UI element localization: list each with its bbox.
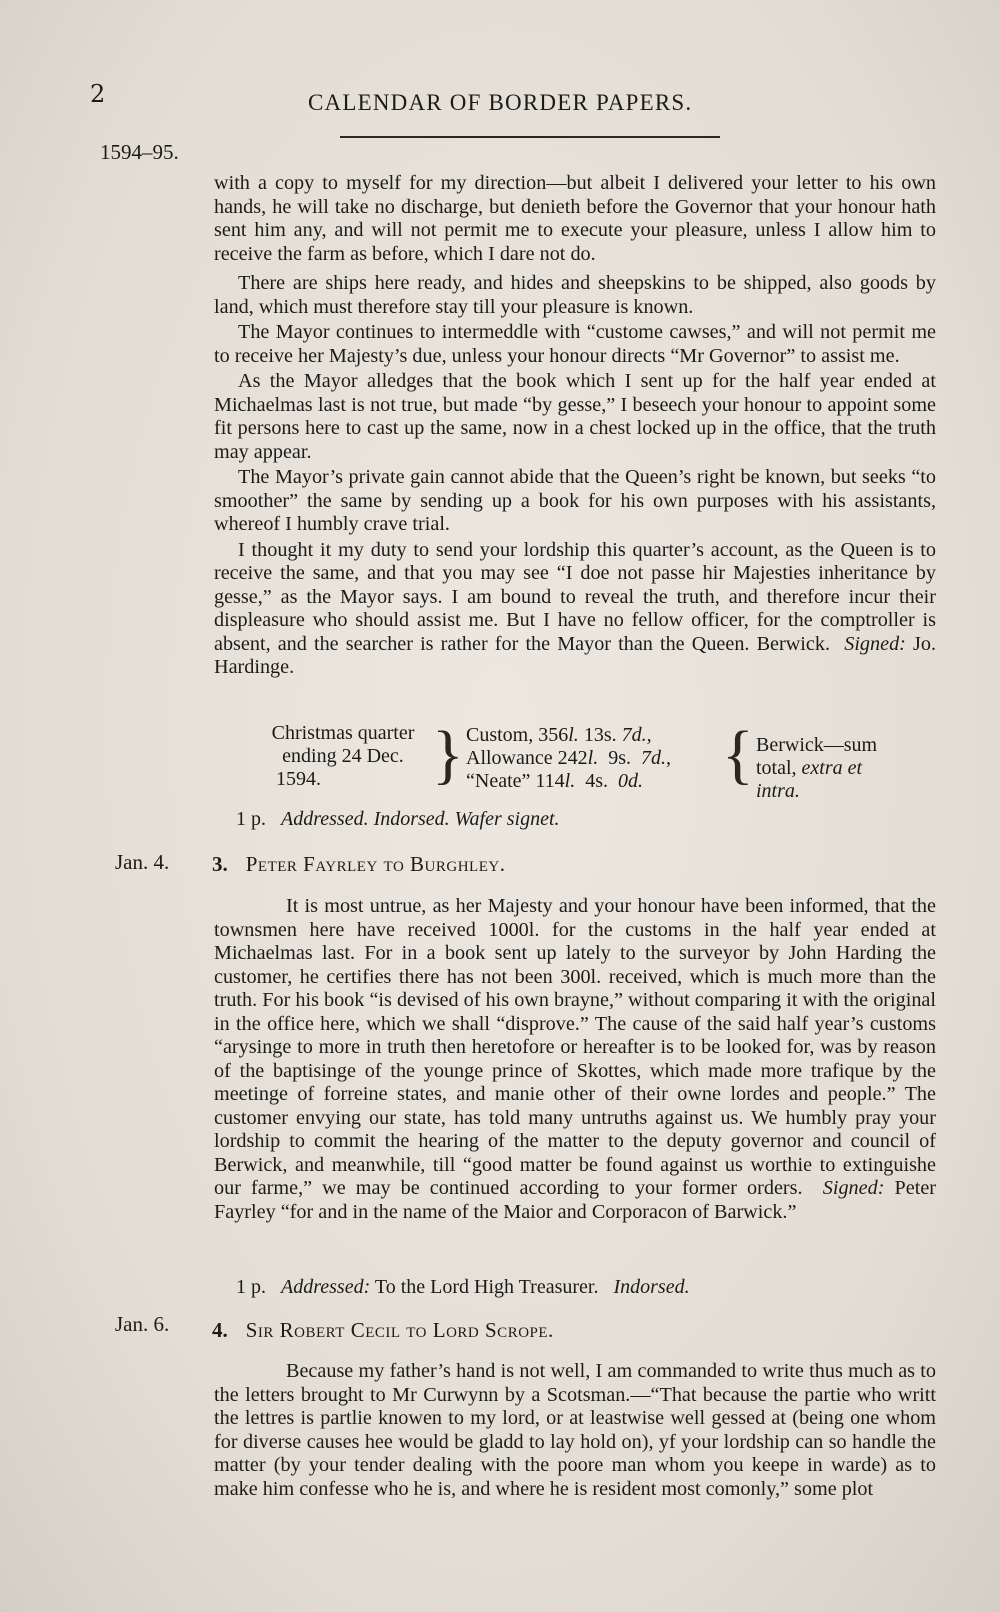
addressed-label: Addressed: (281, 1276, 371, 1298)
account-period-line: ending 24 Dec. (282, 745, 404, 767)
doc2-endnote (236, 808, 560, 831)
running-head: CALENDAR OF BORDER PAPERS. (308, 90, 693, 115)
account-note-line: intra. (756, 780, 800, 802)
account-period (258, 722, 428, 791)
doc4-paragraph: Because my father’s hand is not well, I am commanded to write thus much as to the letters brought to Mr Curwynn by a Scotsman.—“That because the partie who writt the lettres is partlie knowen to my lord, or at leastwise well gessed at (being one whom for diverse causes hee would be gladd to lay hold on), yf your lordship can so handle the matter (by your tender dealing with the poore man whom you keepe in warde) as to make him confesse who he is, and where he is resident most comonly,” some plot (214, 1360, 936, 1500)
doc3-signature: Peter Fayrley “for and in the name of the Maior and Corporacon of Barwick.” (214, 1177, 937, 1223)
header-rule (340, 136, 720, 138)
account-note-line: Berwick—sum (756, 734, 878, 756)
doc4-date: Jan. 6. (115, 1312, 170, 1336)
doc2-paragraph: There are ships here ready, and hides and sheepskins to be shipped, also goods by land, which must therefore stay till your pleasure is known. (214, 272, 936, 318)
doc3-date: Jan. 4. (115, 850, 170, 874)
doc2-paragraph: As the Mayor alledges that the book which I sent up for the half year ended at Michaelmas last is not true, but made “by gesse,” I beseech your honour to appoint some fit persons here to cast up the same, now in a chest locked up in the office, that the truth may appear. (214, 370, 936, 463)
doc3-number: 3. (212, 852, 228, 876)
doc2-paragraph: The Mayor’s private gain cannot abide that the Queen’s right be known, but seeks “to smoother” the same by sending up a book for his own purposes with his assistants, whereof I humbly crave trial. (214, 466, 936, 535)
account-note-line: total, extra et (756, 757, 863, 779)
left-brace: { (722, 718, 754, 791)
doc3-body (214, 895, 936, 1224)
doc4-number: 4. (212, 1318, 228, 1342)
doc4-heading (212, 1318, 554, 1343)
account-period-line: Christmas quarter (271, 722, 415, 744)
doc4-title: Sir Robert Cecil to Lord Scrope. (245, 1318, 554, 1342)
doc4-body (214, 1360, 936, 1501)
doc3-heading (212, 852, 505, 877)
doc2-paragraph: The Mayor continues to intermeddle with “custome cawses,” and will not permit me to receive her Majesty’s due, unless your honour directs “Mr Governor” to assist me. (214, 321, 936, 367)
account-note (756, 734, 916, 803)
account-item: “Neate” 114l. 4s. 0d. (466, 770, 644, 792)
account-period-line: 1594. (276, 768, 321, 790)
page-count: 1 p. (236, 1276, 266, 1298)
doc3-paragraph: It is most untrue, as her Majesty and your honour have been informed, that the townsmen here have received 1000l. for the customs in the half year ended at Michaelmas last. For in a book sent up lately to the surveyor by John Harding the customer, he certifies there has not been 300l. received, which is much more than the truth. For his book “is devised of his own brayne,” without comparing it with the original in the office here, which we shall “disprove.” The cause of the said half year’s customs “arysinge to more in truth then heretofore or hereafter is to be looked for, was by reason of the baptisinge of the younge prince of Skottes, which made more trafique by the meetinge of forreine states, and manie other of their owne lordes and people.” The customer envying our state, has told many untruths against us. We humbly pray your lordship to commit the hearing of the matter to the deputy governor and council of Berwick, and meanwhile, till “good matter be found against us worthie to extinguishe our farme,” we may be continued according to your former orders. Signed: Peter Fayrley “for and in the name of the Maior and Corporacon of Barwick.” (214, 895, 937, 1223)
doc2-body (214, 172, 936, 680)
page-count: 1 p. (236, 808, 266, 830)
doc3-title: Peter Fayrley to Burghley. (245, 852, 506, 876)
indorsed-label: Indorsed. (613, 1276, 690, 1298)
right-brace: } (432, 718, 464, 791)
page-number: 2 (90, 80, 106, 108)
doc2-paragraph: with a copy to myself for my direction—but albeit I delivered your letter to his own hands, he will take no discharge, but denieth before the Governor that your honour hath sent him any, and will not permit me to execute your pleasure, unless I allow him to receive the farm as before, which I dare not do. (214, 172, 936, 265)
doc2-paragraph: I thought it my duty to send your lordship this quarter’s account, as the Queen is to receive the same, and that you may see “I doe not passe hir Majesties inheritance by gesse,” as the Mayor says. I am bound to reveal the truth, and therefore incur their displeasure who should assist me. But I have no fellow officer, for the comptroller is absent, and the searcher is rather for the Mayor than the Queen. Berwick. Signed: Jo. Hardinge. (214, 538, 937, 678)
account-item: Allowance 242l. 9s. 7d., (466, 747, 671, 769)
account-items (466, 724, 716, 793)
doc2-last-text: I thought it my duty to send your lordship this quarter’s account, as the Queen is to receive the same, and that you may see “I doe not passe hir Majesties inheritance by gesse,” as the Mayor says. I am bound to reveal the truth, and therefore incur their displeasure who should assist me. But I have no fellow officer, for the comptroller is absent, and the searcher is rather for the Mayor than the Queen. Berwick. (214, 538, 936, 655)
addressed-to: To the Lord High Treasurer. (374, 1276, 599, 1298)
account-item: Custom, 356l. 13s. 7d., (466, 724, 652, 746)
doc3-endnote (236, 1276, 690, 1299)
margin-year: 1594–95. (100, 140, 179, 164)
endnote-text: Addressed. Indorsed. Wafer signet. (281, 808, 560, 830)
signed-label: Signed (822, 1177, 878, 1199)
doc2-signature: Jo. Hardinge. (214, 632, 937, 678)
signed-label: Signed (844, 632, 900, 655)
